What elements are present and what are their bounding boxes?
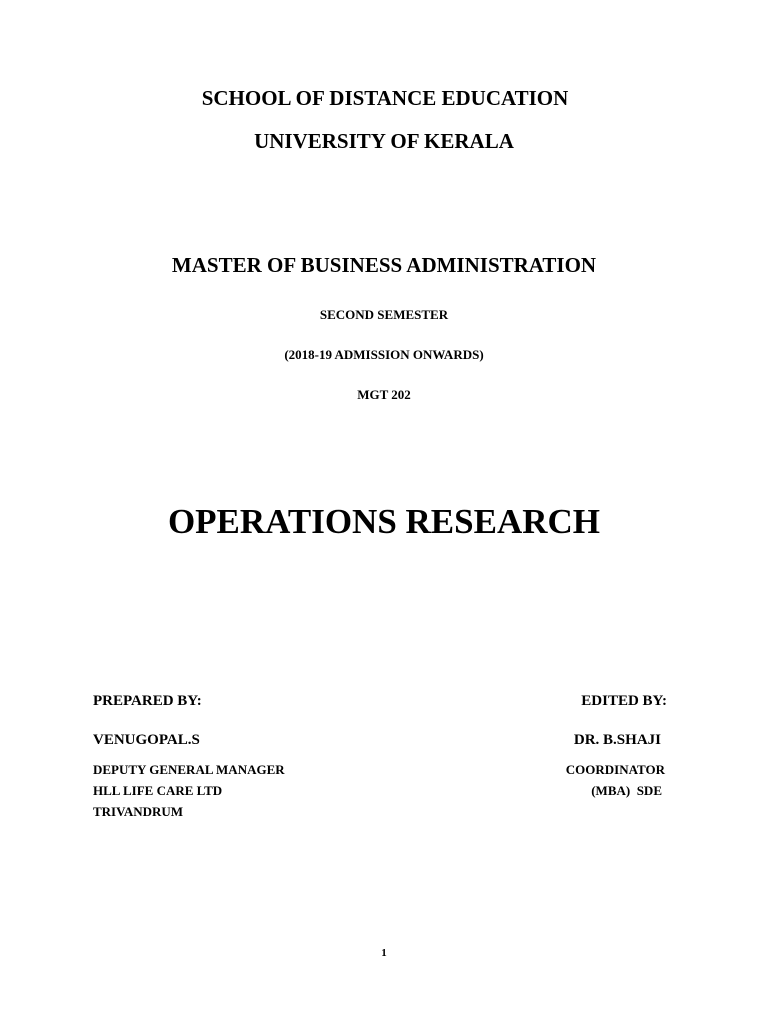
prepared-by-label: PREPARED BY: bbox=[93, 693, 202, 709]
school-name: SCHOOL OF DISTANCE EDUCATION bbox=[201, 86, 569, 110]
prepared-by-designation: DEPUTY GENERAL MANAGER bbox=[93, 762, 285, 777]
semester: SECOND SEMESTER bbox=[319, 307, 449, 322]
prepared-by-organization: HLL LIFE CARE LTD bbox=[93, 783, 223, 798]
degree-name: MASTER OF BUSINESS ADMINISTRATION bbox=[171, 253, 597, 277]
page-number: 1 bbox=[381, 947, 387, 959]
course-code: MGT 202 bbox=[357, 387, 411, 402]
admission-note: (2018-19 ADMISSION ONWARDS) bbox=[284, 347, 484, 362]
document-title: OPERATIONS RESEARCH bbox=[167, 502, 601, 541]
edited-by-designation: COORDINATOR bbox=[565, 762, 665, 777]
edited-by-label: EDITED BY: bbox=[581, 693, 667, 709]
university-name: UNIVERSITY OF KERALA bbox=[254, 129, 514, 153]
edited-by-name: DR. B.SHAJI bbox=[573, 732, 661, 748]
prepared-by-city: TRIVANDRUM bbox=[93, 804, 184, 819]
edited-by-department: (MBA) SDE bbox=[591, 783, 662, 798]
prepared-by-name: VENUGOPAL.S bbox=[93, 732, 200, 748]
